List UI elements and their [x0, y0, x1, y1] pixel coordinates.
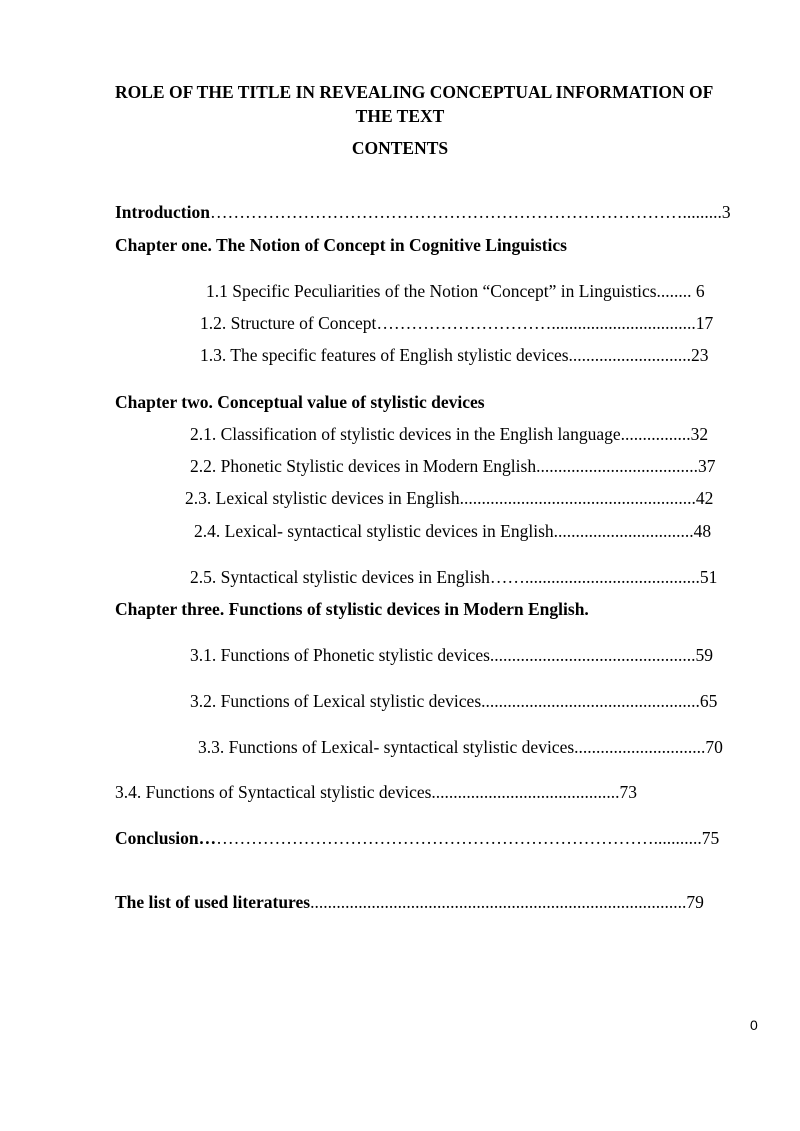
toc-entry-introduction [115, 202, 731, 222]
toc-entry-label: Conclusion… [115, 828, 217, 848]
toc-chapter-two: Chapter two. Conceptual value of stylistic devices [115, 392, 485, 412]
toc-chapter-three: Chapter three. Functions of stylistic devices in Modern English. [115, 599, 589, 619]
toc-entry-1-2: 1.2. Structure of Concept………………………….................................17 [200, 313, 714, 333]
toc-entry-page: 79 [686, 892, 704, 912]
toc-entry-leader: ………………………………………………………………………......... [209, 202, 722, 222]
toc-entry-2-4: 2.4. Lexical- syntactical stylistic devices in English................................48 [194, 521, 712, 541]
toc-entry-2-3: 2.3. Lexical stylistic devices in English......................................................42 [185, 488, 714, 508]
toc-entry-3-3: 3.3. Functions of Lexical- syntactical stylistic devices..............................70 [198, 737, 723, 757]
toc-entry-2-2: 2.2. Phonetic Stylistic devices in Modern English.....................................37 [190, 456, 716, 476]
toc-entry-3-4: 3.4. Functions of Syntactical stylistic devices...........................................73 [115, 782, 638, 802]
toc-entry-2-1: 2.1. Classification of stylistic devices in the English language................32 [190, 424, 709, 444]
toc-entry-1-3: 1.3. The specific features of English stylistic devices............................23 [200, 345, 709, 365]
toc-entry-2-5: 2.5. Syntactical stylistic devices in English……........................................51 [190, 567, 718, 587]
toc-entry-label: The list of used literatures [115, 892, 311, 912]
page-number: 0 [750, 1017, 758, 1033]
toc-entry-conclusion [115, 828, 719, 848]
toc-entry-leader: ...................................................................................... [310, 892, 687, 912]
document-title-line-2: THE TEXT [355, 106, 445, 126]
toc-entry-leader: …………………………………………………………………........... [216, 828, 702, 848]
toc-entry-page: 3 [721, 202, 731, 222]
contents-heading: CONTENTS [351, 138, 449, 158]
toc-entry-label: Introduction [115, 202, 210, 222]
document-title-line-1: ROLE OF THE TITLE IN REVEALING CONCEPTUAL INFORMATION OF [115, 82, 714, 102]
toc-entry-1-1: 1.1 Specific Peculiarities of the Notion “Concept” in Linguistics........ 6 [206, 281, 705, 301]
toc-entry-3-2: 3.2. Functions of Lexical stylistic devices..................................................65 [190, 691, 718, 711]
toc-entry-3-1: 3.1. Functions of Phonetic stylistic devices...............................................59 [190, 645, 714, 665]
toc-entry-page: 75 [701, 828, 720, 848]
toc-chapter-one: Chapter one. The Notion of Concept in Cognitive Linguistics [115, 235, 567, 255]
toc-entry-literature [115, 892, 704, 912]
